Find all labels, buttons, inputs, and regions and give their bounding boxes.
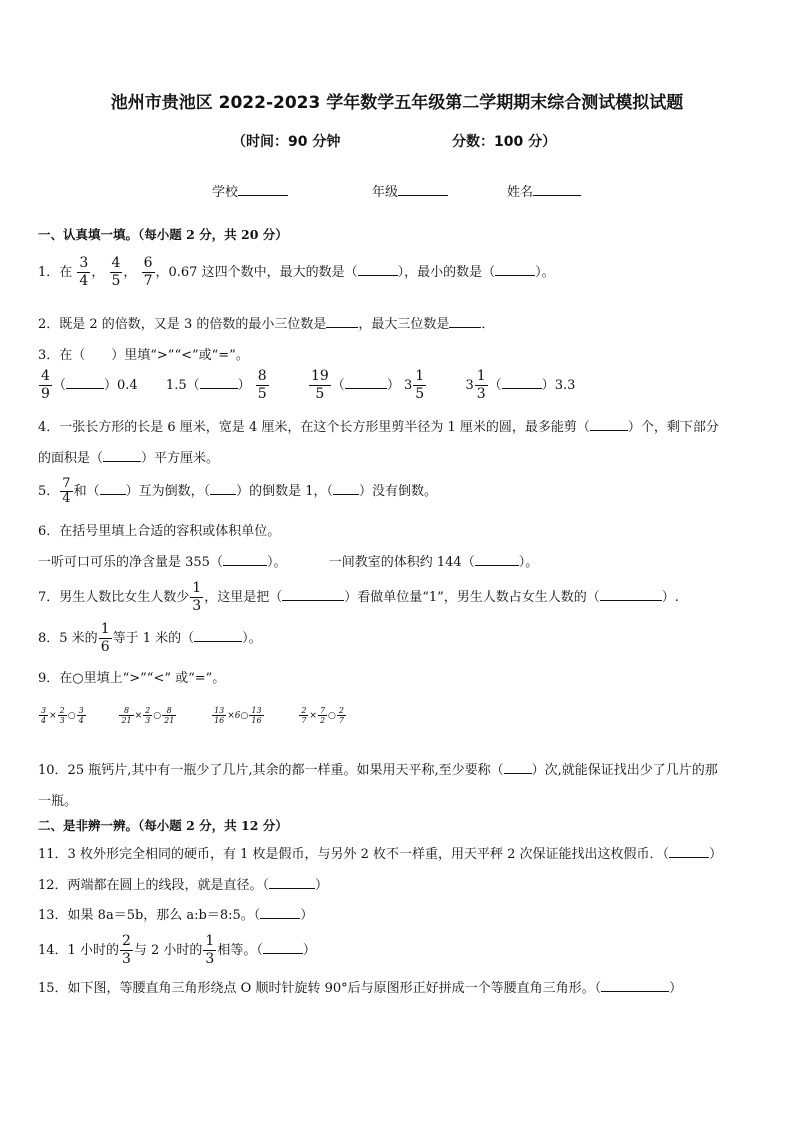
expression-3: $\frac{13}{16}$ ×6○ $\frac{13}{16}$	[214, 706, 262, 725]
school-field	[212, 181, 288, 200]
answer-blank[interactable]	[358, 264, 398, 276]
question-7: 7．男生人数比女生人数少 $\frac{1}{3}$ ，这里是把（ ）看做单位量“1”，男生人数占女生人数的（ ）.	[38, 580, 679, 614]
question-4-cont: 的面积是（ ）平方厘米。	[38, 451, 220, 466]
question-2: 2．既是 2 的倍数，又是 3 的倍数的最小三位数是 ，最大三位数是 ．	[38, 317, 495, 332]
answer-blank[interactable]	[333, 483, 359, 495]
answer-blank[interactable]	[449, 315, 481, 328]
question-9: 9．在○里填上“>”“<” 或“=”。	[38, 671, 226, 686]
mixed-number: 3 $\frac{1}{3}$	[465, 368, 486, 402]
answer-blank[interactable]	[100, 483, 126, 495]
question-14: 14．1 小时的 $\frac{2}{3}$ 与 2 小时的 $\frac{1}{3}$ 相等。（ ）	[38, 933, 316, 967]
fraction: $\frac{19}{5}$	[310, 368, 329, 402]
name-label: 姓名	[507, 185, 534, 200]
question-3-items: $\frac{4}{9}$ （ ）0.4 1.5（ ） $\frac{8}{5}$ $\frac{19}{5}$ （ ） 3 $\frac{1}{5}$ 3 $\frac{1}{3}$ （ ）3.3	[41, 368, 576, 402]
question-6: 6．在括号里填上合适的容积或体积单位。	[38, 524, 281, 539]
question-4: 4．一张长方形的长是 6 厘米，宽是 4 厘米，在这个长方形里剪半径为 1 厘米的圆，最多能剪（ ）个，剩下部分	[38, 420, 719, 435]
answer-blank[interactable]	[269, 877, 315, 889]
answer-blank[interactable]	[200, 377, 238, 389]
question-5: 5． $\frac{7}{4}$ 和（ ）互为倒数，（ ）的倒数是 1，（ ）没有倒数。	[38, 476, 438, 506]
question-10: 10．25 瓶钙片,其中有一瓶少了几片,其余的都一样重。如果用天平称,至少要称（ ）次,就能保证找出少了几片的那	[38, 763, 718, 778]
answer-blank[interactable]	[601, 980, 669, 992]
fraction: $\frac{7}{4}$	[62, 476, 71, 506]
answer-blank[interactable]	[263, 942, 303, 954]
fraction: $\frac{6}{7}$	[143, 255, 153, 289]
name-blank[interactable]	[533, 183, 581, 196]
name-field	[507, 181, 581, 200]
grade-blank[interactable]	[398, 183, 448, 196]
question-15: 15．如下图，等腰直角三角形绕点 O 顺时针旋转 90°后与原图形正好拼成一个等腰直角三角形。（ ）	[38, 981, 683, 996]
answer-blank[interactable]	[600, 589, 662, 601]
answer-blank[interactable]	[345, 377, 387, 389]
expression-1: $\frac{3}{4}$ × $\frac{2}{3}$ ○ $\frac{3}{4}$	[41, 706, 84, 725]
fraction: $\frac{1}{5}$	[415, 368, 425, 402]
question-10-cont: 一瓶。	[38, 794, 78, 809]
fraction: $\frac{1}{6}$	[100, 621, 110, 655]
fraction: $\frac{4}{9}$	[41, 368, 50, 402]
exam-score: 分数：100 分）	[452, 134, 557, 150]
answer-blank[interactable]	[590, 419, 628, 431]
expression-2: $\frac{8}{21}$ × $\frac{2}{3}$ ○ $\frac{8}{21}$	[121, 706, 175, 725]
answer-blank[interactable]	[260, 907, 300, 919]
question-12: 12．两端都在圆上的线段，就是直径。（ ）	[38, 878, 329, 893]
answer-blank[interactable]	[669, 846, 709, 858]
question-8: 8．5 米的 $\frac{1}{6}$ 等于 1 米的（ ）。	[38, 621, 262, 655]
answer-blank[interactable]	[223, 554, 267, 566]
fraction: $\frac{1}{3}$	[205, 933, 215, 967]
grade-field	[372, 181, 448, 200]
fraction: $\frac{2}{3}$	[121, 933, 131, 967]
section-1-heading: 一、认真填一填。（每小题 2 分，共 20 分）	[38, 227, 288, 242]
compare-circle[interactable]: ×6○	[227, 711, 249, 721]
school-blank[interactable]	[238, 183, 288, 196]
fraction: $\frac{8}{5}$	[257, 368, 267, 402]
compare-circle[interactable]: ○	[153, 711, 162, 721]
answer-blank[interactable]	[475, 554, 519, 566]
compare-circle[interactable]: ○	[328, 711, 336, 721]
fraction: $\frac{3}{4}$	[79, 255, 89, 289]
answer-blank[interactable]	[103, 450, 141, 462]
answer-blank[interactable]	[210, 483, 236, 495]
answer-blank[interactable]	[326, 315, 358, 328]
question-13: 13．如果 8a＝5b，那么 a:b＝8:5。（ ）	[38, 908, 314, 923]
exam-time: （时间：90 分钟	[232, 134, 341, 150]
answer-blank[interactable]	[495, 264, 535, 276]
answer-blank[interactable]	[502, 377, 542, 389]
compare-circle[interactable]: ○	[67, 711, 76, 721]
answer-blank[interactable]	[504, 762, 532, 774]
answer-blank[interactable]	[282, 589, 344, 601]
fraction: $\frac{1}{3}$	[476, 368, 486, 402]
question-1: 1．在 $\frac{3}{4}$ ， $\frac{4}{5}$ ， $\frac{6}{7}$ ，0.67 这四个数中，最大的数是（ ），最小的数是（ ）。	[38, 255, 555, 289]
question-6-items: 一听可口可乐的净含量是 355（ ）。 一间教室的体积约 144（ ）。	[38, 555, 539, 570]
answer-blank[interactable]	[66, 377, 104, 389]
fraction: $\frac{1}{3}$	[192, 580, 202, 614]
expression-4: $\frac{2}{7}$ × $\frac{7}{2}$ ○ $\frac{2}{7}$	[301, 706, 344, 725]
page-title: 池州市贵池区 2022-2023 学年数学五年级第二学期期末综合测试模拟试题	[110, 93, 684, 113]
mixed-number: 3 $\frac{1}{5}$	[403, 368, 425, 402]
section-2-heading: 二、是非辨一辨。（每小题 2 分，共 12 分）	[38, 818, 288, 833]
fraction: $\frac{4}{5}$	[111, 255, 121, 289]
question-3: 3．在（ ）里填“>”“<”或“=”。	[38, 348, 249, 363]
grade-label: 年级	[372, 185, 399, 200]
answer-blank[interactable]	[194, 630, 242, 642]
school-label: 学校	[212, 185, 239, 200]
question-11: 11．3 枚外形完全相同的硬币，有 1 枚是假币，与另外 2 枚不一样重，用天平秤 2 次保证能找出这枚假币．（ ）	[38, 847, 723, 862]
question-9-items	[38, 706, 347, 725]
